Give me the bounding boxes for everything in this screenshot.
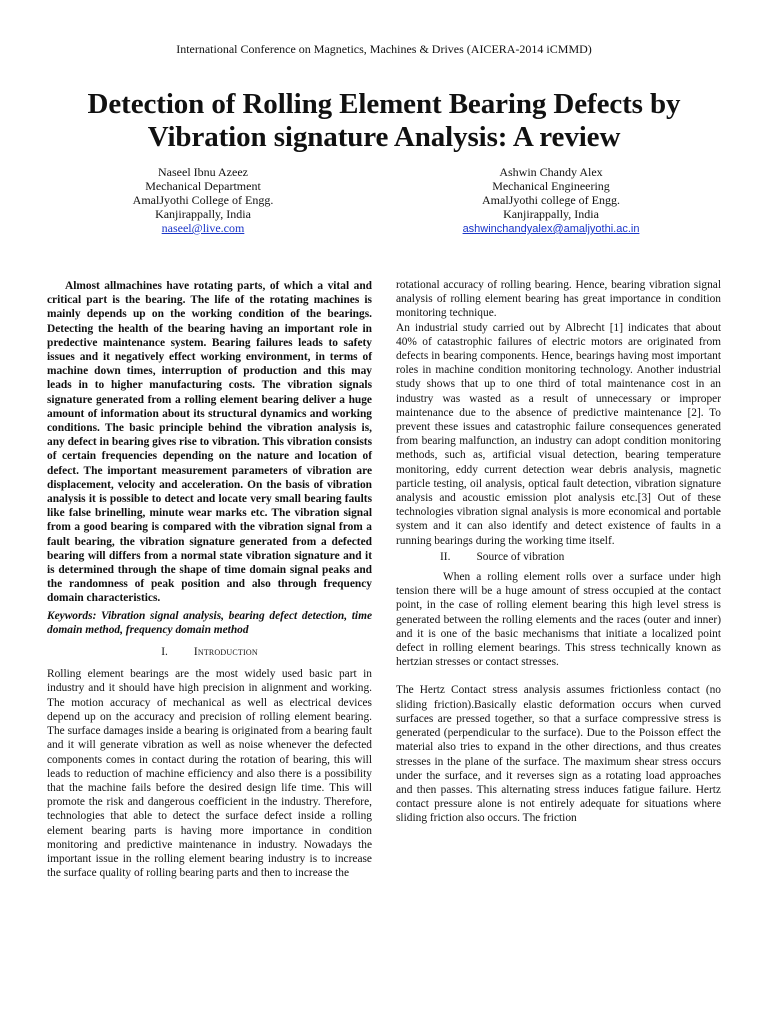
author-name: Naseel Ibnu Azeez	[158, 165, 248, 179]
paper-title: Detection of Rolling Element Bearing Defects by Vibration signature Analysis: A review	[87, 88, 681, 153]
section-heading-introduction	[47, 645, 372, 659]
conference-header: International Conference on Magnetics, Machines & Drives (AICERA-2014 iCMMD)	[176, 42, 592, 56]
introduction-paragraph-2: An industrial study carried out by Albrecht [1] indicates that about 40% of catastrophic failures of electric motors are originated from defects in bearing components. Hence, bearings having most important roles in machine condition monitoring technology. Another industrial study shows that up to one third of total maintenance cost in an industry was wasted as a result of unnecessary or improper maintenance due to the absence of predictive maintenance [2]. To prevent these issues and catastrophic failure consequences generated from bearing malfunction, an industry can adopt condition monitoring methods, such as, artificial visual detection, bearing temperature monitoring, eddy current detection wear debris analysis, magnetic particle testing, oil analysis, optical fault detection, vibration signature analysis and acoustic emission plot analysis etc.[3] Out of these technologies vibration signal analysis is more economical and portable system and it can also identify and detect existence of faults in a running bearings during the working time itself.	[396, 321, 721, 547]
author-block-2	[421, 165, 681, 236]
author-block-1	[73, 165, 333, 235]
author-college: AmalJyothi College of Engg.	[132, 193, 274, 207]
section-number: II.	[440, 550, 451, 563]
author-email-link[interactable]: ashwinchandyalex@amaljyothi.ac.in	[462, 223, 640, 235]
author-email-link[interactable]: naseel@live.com	[161, 221, 245, 235]
introduction-paragraph: Rolling element bearings are the most widely used basic part in industry and it should have high precision in alignment and working. The motion accuracy of mechanical as well as electrical devices depend up on the accuracy and precision of rolling element bearing. The surface damages inside a bearing is originated from a bearing fault and it will generate vibration as well as noise whenever the defected components comes in contact during the rotation of bearing, this will leads to reduction of machine efficiency and also there is a possibility that the machine fails before the desired design life time. This will promote the risk and dangerous coefficient in the industry. Therefore, technologies that able to detect the surface defect inside a rolling element bearing parts is having more importance in condition monitoring and predictive maintenance in industry. Nowadays the important issue in the rolling element bearing industry is to increase the surface quality of rolling bearing parts and then to increase the	[47, 668, 372, 880]
source-paragraph-1: When a rolling element rolls over a surface under high tension there will be a huge amount of stress occupied at the contact point, in the case of rolling element bearing this high level stress is generated between the rolling elements and the races (outer and inner) and it is one of the basic mechanisms that initiate a localized point defect in rolling element bearings. This stress technically known as hertzian stresses or contact stresses.	[396, 571, 721, 669]
author-location: Kanjirappally, India	[503, 207, 599, 221]
author-college: AmalJyothi college of Engg.	[482, 193, 620, 207]
abstract: Almost allmachines have rotating parts, of which a vital and critical part is the bearing. The life of the rotating machines is mainly depends up on the working condition of the bearings. Detecting the health of the bearing having an important role in predective maintenance system. Bearing failures leads to safety issues and it negatively effect working environment, in terms of machine down times, interruption of production and this may leads in to higher manufacturing costs. The vibration signals signature generated from a rolling element bearing deliver a huge amount of information about its structural dynamics and working conditions. The basic principle behind the vibration analysis is, any defect in bearing gives rise to vibration. This vibration consists of certain frequencies depending on the nature and location of defect. The important measurement parameters of vibration are displacement, velocity and acceleration. On the basis of vibration analysis it is possible to detect and locate very small bearing faults like false brinelling, minute wear marks etc. The vibration signal from a good bearing is compared with the vibration signal from a fault bearing, the vibration signature generated from a defected bearing will differs from a normal state vibration signature and it is determined through the shape of time domain signal peaks and the randomness of peak position and also through frequency domain characteristics.	[47, 280, 372, 605]
introduction-paragraph-continued: rotational accuracy of rolling bearing. Hence, bearing vibration signal analysis of rolling element bearing has great importance in condition monitoring technique.	[396, 279, 721, 320]
author-name: Ashwin Chandy Alex	[499, 165, 603, 179]
section-heading-source-of-vibration	[440, 550, 721, 564]
section-title: Introduction	[193, 646, 258, 659]
author-location: Kanjirappally, India	[155, 207, 251, 221]
left-column	[47, 279, 372, 880]
section-title: Source of vibration	[476, 550, 565, 563]
section-number: I.	[161, 646, 168, 659]
paragraph-spacer	[396, 669, 721, 683]
author-department: Mechanical Engineering	[492, 179, 610, 193]
keywords: Keywords: Vibration signal analysis, bearing defect detection, time domain method, frequency domain method	[47, 609, 372, 636]
author-department: Mechanical Department	[145, 179, 261, 193]
source-paragraph-2: The Hertz Contact stress analysis assumes frictionless contact (no sliding friction).Basically elastic deformation occurs when curved surfaces are pressed together, so that a surface compressive stress is generated (perpendicular to the surface). Due to the Poisson effect the material also tries to expand in the other directions, and thus creates stresses in the plane of the surface. The maximum shear stress occurs under the surface, and it reverses sign as a rotating load approaches and then passes. This alternating stress induces fatigue failure. Hertz contact pressure alone is not entirely adequate for situations where sliding friction also occurs. The friction	[396, 684, 721, 825]
right-column	[396, 278, 721, 826]
